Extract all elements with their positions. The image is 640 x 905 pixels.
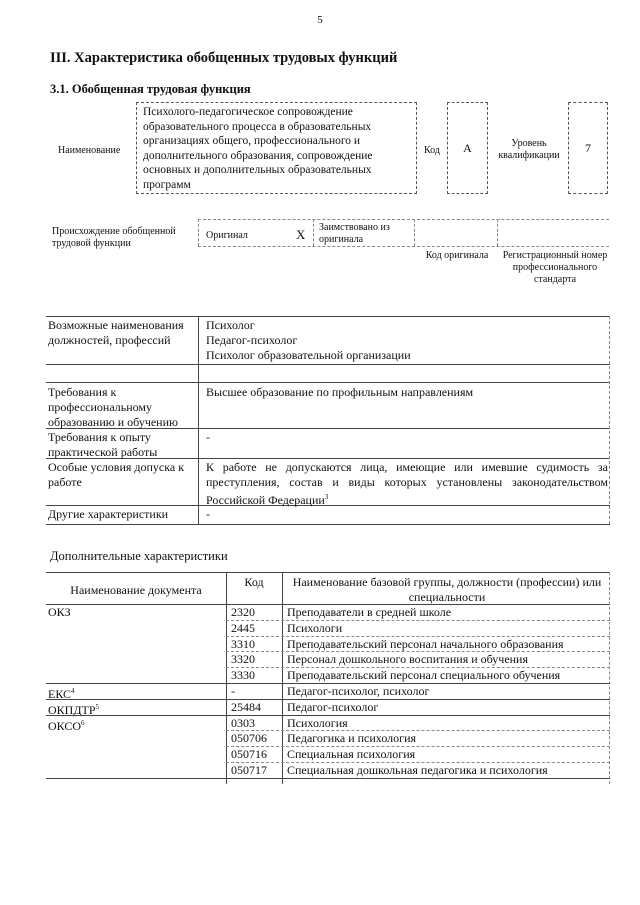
- req-education-label: Требования к профессиональному образованию и обучению: [48, 385, 178, 429]
- doc-name-text: ОКЗ: [48, 605, 71, 619]
- gtf-name-value: [137, 103, 416, 192]
- origin-label: Происхождение обобщенной трудовой функции: [52, 226, 176, 249]
- gtf-name-line: Психолого-педагогическое сопровождение: [143, 106, 353, 118]
- doc-name-text: ОКСО: [48, 718, 82, 733]
- code-cell: 2320: [231, 605, 255, 619]
- gtf-code-box: [447, 102, 488, 194]
- gtf-name-box: [136, 102, 417, 194]
- doc-name-text: ОКПДТР: [48, 702, 96, 717]
- name-cell: Преподаватели в средней школе: [287, 605, 452, 619]
- req-col-sep: [198, 316, 199, 524]
- origin-bottom-line: [198, 246, 609, 247]
- add-line-top: [46, 572, 610, 573]
- name-cell: Психология: [287, 715, 348, 730]
- origin-original-label: Оригинал: [206, 230, 248, 241]
- name-cell: Педагог-психолог: [287, 699, 379, 714]
- code-cell: 3330: [231, 668, 255, 683]
- add-col-sep-1: [226, 572, 227, 784]
- origin-sep-2: [313, 219, 314, 246]
- req-admission-text: К работе не допускаются лица, имеющие или имевшие судимость за преступления, состав и виды которых установлены законодательством Российской Федерации: [206, 460, 608, 507]
- req-education-value: Высшее образование по профильным направлениям: [206, 385, 474, 399]
- origin-sep-4: [497, 219, 498, 246]
- doc-footnote: 6: [81, 718, 85, 727]
- position-item: Психолог: [206, 318, 255, 332]
- gtf-level-value: 7: [585, 141, 591, 155]
- origin-sep-3: [414, 219, 415, 246]
- position-item: Психолог образовательной организации: [206, 348, 411, 362]
- name-cell: Специальная дошкольная педагогика и психология: [287, 763, 548, 777]
- req-right-edge: [609, 316, 610, 524]
- req-line-1: [46, 364, 610, 365]
- code-cell: 0303: [231, 715, 255, 730]
- req-other-label: Другие характеристики: [48, 507, 169, 521]
- code-cell: 050716: [231, 747, 267, 762]
- row-divider: [226, 620, 610, 621]
- gtf-name-line: дополнительного образования, сопровождение: [143, 149, 373, 162]
- add-header-name: Наименование базовой группы, должности (профессии) или специальности: [292, 575, 602, 604]
- doc-footnote: 5: [95, 702, 100, 711]
- origin-reg-caption: Регистрационный номер профессионального стандарта: [502, 250, 608, 285]
- gtf-level-box: [568, 102, 608, 194]
- additional-title: Дополнительные характеристики: [50, 549, 228, 563]
- name-cell: Специальная психология: [287, 747, 416, 762]
- gtf-name-line: программ: [143, 178, 191, 191]
- name-cell: Педагогика и психология: [287, 731, 417, 746]
- code-cell: 25484: [231, 699, 261, 714]
- code-cell: 3310: [231, 636, 255, 651]
- gtf-code-label: Код: [424, 145, 440, 156]
- name-cell: Преподавательский персонал специального обучения: [287, 668, 561, 683]
- positions-values: [206, 318, 411, 363]
- origin-code-caption: Код оригинала: [425, 250, 489, 261]
- section-title: III. Характеристика обобщенных трудовых функций: [50, 50, 398, 66]
- origin-top-line: [198, 219, 609, 220]
- req-admission-footnote: 3: [324, 493, 329, 501]
- positions-label: Возможные наименования должностей, профессий: [48, 318, 184, 347]
- gtf-name-line: основных и дополнительных образовательных: [143, 164, 372, 176]
- doc-footnote: 4: [71, 687, 75, 695]
- origin-sep-1: [198, 219, 199, 246]
- gtf-code-value: А: [463, 141, 472, 155]
- add-header-doc: Наименование документа: [70, 583, 202, 597]
- gtf-name-label: Наименование: [58, 145, 121, 156]
- code-cell: 050717: [231, 763, 267, 777]
- gtf-name-line: образовательного процесса в образовательных: [143, 120, 372, 133]
- req-experience-value: -: [206, 430, 210, 444]
- req-admission-label: Особые условия допуска к работе: [48, 460, 185, 489]
- req-line-top: [46, 316, 610, 317]
- position-item: Педагог-психолог: [206, 333, 298, 347]
- name-cell: Педагог-психолог, психолог: [287, 684, 430, 698]
- add-right-edge: [609, 572, 610, 784]
- req-experience-label: Требования к опыту практической работы: [48, 430, 158, 459]
- doc-name: [48, 605, 71, 620]
- group-divider: [46, 778, 610, 779]
- row-divider: [226, 746, 610, 747]
- add-col-sep-2: [282, 572, 283, 784]
- req-line-bottom: [46, 524, 610, 525]
- add-header-code: Код: [244, 575, 264, 589]
- code-cell: 050706: [231, 731, 267, 746]
- doc-name-text: ЕКС: [48, 687, 72, 701]
- row-divider: [226, 730, 610, 731]
- gtf-name-line: организациях общего, профессионального и: [143, 135, 361, 147]
- req-admission-value: [206, 460, 608, 508]
- req-other-value: -: [206, 507, 210, 521]
- code-cell: 3320: [231, 652, 255, 667]
- origin-original-mark: X: [296, 227, 306, 242]
- name-cell: Психологи: [287, 620, 343, 635]
- req-line-2: [46, 382, 610, 383]
- page-number: 5: [317, 14, 323, 26]
- origin-borrowed-label: Заимствовано из оригинала: [319, 222, 390, 245]
- subsection-title: 3.1. Обобщенная трудовая функция: [50, 82, 251, 96]
- gtf-level-label: Уровень квалификации: [498, 138, 560, 161]
- name-cell: Преподавательский персонал начального образования: [287, 636, 564, 651]
- code-cell: 2445: [231, 620, 255, 635]
- doc-name: [48, 716, 85, 734]
- name-cell: Персонал дошкольного воспитания и обучения: [287, 652, 529, 667]
- code-cell: -: [231, 684, 235, 698]
